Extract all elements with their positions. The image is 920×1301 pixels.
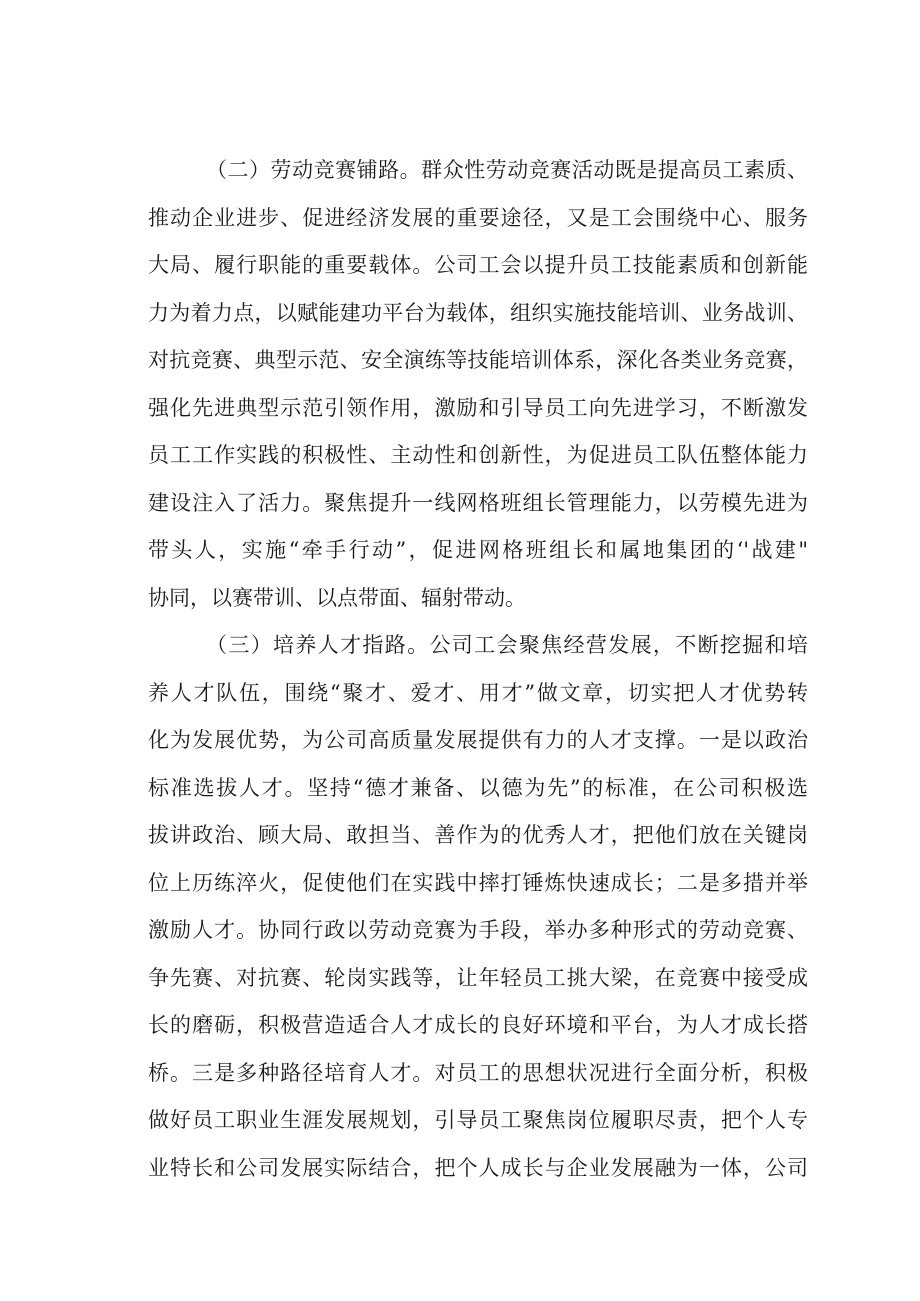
text-line: 推动企业进步、促进经济发展的重要途径，又是工会围绕中心、服务 bbox=[148, 205, 808, 230]
text-line: 化为发展优势，为公司高质量发展提供有力的人才支撑。一是以政治 bbox=[148, 728, 808, 752]
text-line: 桥。三是多种路径培育人才。对员工的思想状况进行全面分析，积极 bbox=[148, 1060, 808, 1085]
document-body bbox=[148, 147, 808, 1192]
paragraph-labor-competition bbox=[148, 147, 808, 622]
text-line: 位上历练淬火，促使他们在实践中摔打锤炼快速成长；二是多措并举 bbox=[148, 870, 808, 895]
text-line: 力为着力点，以赋能建功平台为载体，组织实施技能培训、业务战训、 bbox=[148, 300, 808, 325]
text-line: 协同，以赛带训、以点带面、辐射带动。 bbox=[148, 585, 526, 610]
paragraph-talent-cultivation bbox=[148, 622, 808, 1192]
text-line: 激励人才。协同行政以劳动竞赛为手段，举办多种形式的劳动竞赛、 bbox=[148, 918, 808, 942]
text-line: 带头人，实施“牵手行动”，促进网格班组长和属地集团的‘'战建" bbox=[148, 538, 808, 562]
text-line: 强化先进典型示范引领作用，激励和引导员工向先进学习，不断激发 bbox=[148, 395, 808, 420]
text-line: 长的磨砺，积极营造适合人才成长的良好环境和平台，为人才成长搭 bbox=[148, 1013, 808, 1037]
text-line: 标准选拔人才。坚持“德才兼备、以德为先”的标准，在公司积极选 bbox=[148, 775, 808, 800]
text-line: 做好员工职业生涯发展规划，引导员工聚焦岗位履职尽责，把个人专 bbox=[148, 1108, 808, 1132]
text-line: （二）劳动竞赛铺路。群众性劳动竞赛活动既是提高员工素质、 bbox=[206, 158, 808, 182]
text-line: 大局、履行职能的重要载体。公司工会以提升员工技能素质和创新能 bbox=[148, 253, 808, 277]
text-line: 拔讲政治、顾大局、敢担当、善作为的优秀人才，把他们放在关键岗 bbox=[148, 823, 808, 847]
text-line: 争先赛、对抗赛、轮岗实践等，让年轻员工挑大梁，在竞赛中接受成 bbox=[148, 965, 808, 990]
text-line: （三）培养人才指路。公司工会聚焦经营发展，不断挖掘和培 bbox=[206, 633, 808, 657]
text-line: 员工工作实践的积极性、主动性和创新性，为促进员工队伍整体能力 bbox=[148, 443, 808, 467]
text-line: 建设注入了活力。聚焦提升一线网格班组长管理能力，以劳模先进为 bbox=[148, 490, 808, 515]
text-line: 业特长和公司发展实际结合，把个人成长与企业发展融为一体，公司 bbox=[148, 1155, 808, 1180]
text-line: 对抗竞赛、典型示范、安全演练等技能培训体系，深化各类业务竞赛， bbox=[148, 348, 808, 372]
text-line: 养人才队伍，围绕“聚才、爱才、用才”做文章，切实把人才优势转 bbox=[148, 680, 808, 705]
